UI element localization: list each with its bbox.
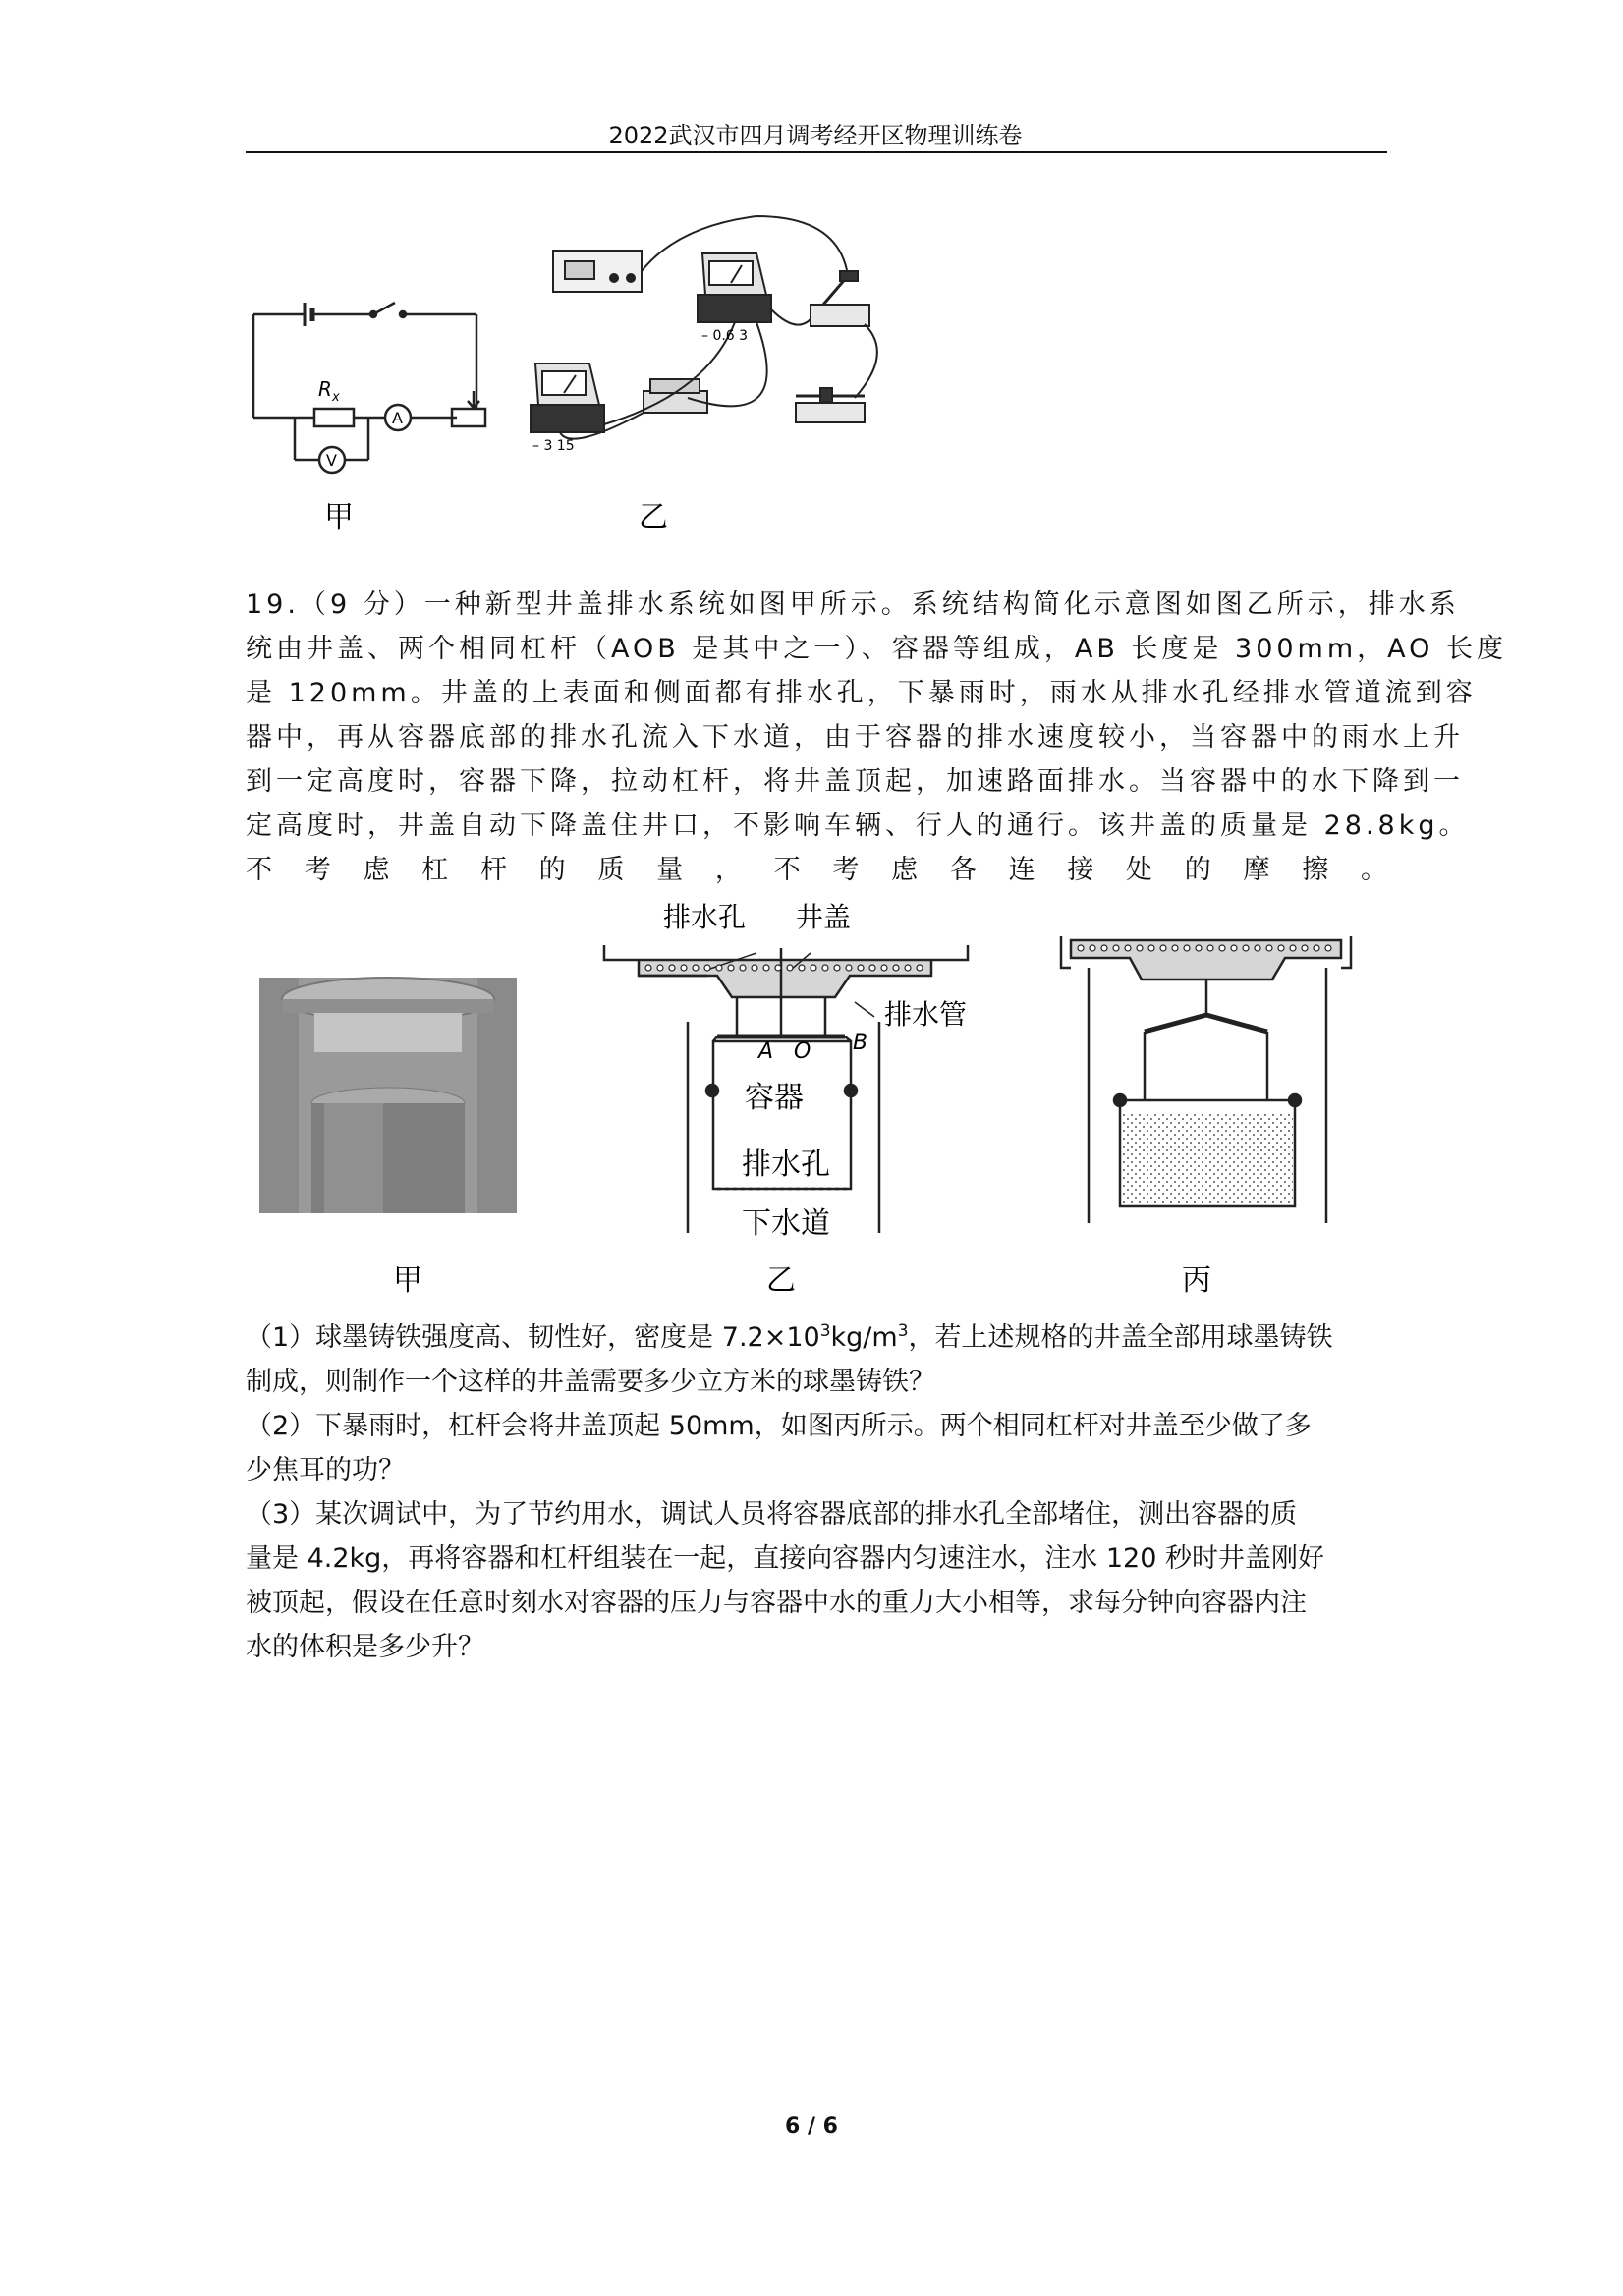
caption-jia-top: 甲 [324,500,354,534]
q3-line-1: （3）某次调试中，为了节约用水，调试人员将容器底部的排水孔全部堵住，测出容器的质 [246,1499,1298,1530]
label-pipe: 排水管 [884,998,968,1031]
q3-line-3: 被顶起，假设在任意时刻水对容器的压力与容器中水的重力大小相等，求每分钟向容器内注 [246,1588,1307,1618]
label-container: 容器 [745,1081,804,1115]
q2-line-1: （2）下暴雨时，杠杆会将井盖顶起 50mm，如图丙所示。两个相同杠杆对井盖至少做了多 [246,1411,1312,1441]
circuit-figure [246,196,933,540]
q19-line-3: 是 120mm。井盖的上表面和侧面都有排水孔，下暴雨时，雨水从排水孔经排水管道流到容 [246,678,1477,708]
resistor-label: R [318,377,332,401]
label-drain-hole-top: 排水孔 [663,901,747,933]
q19-line-1: 19.（9 分）一种新型井盖排水系统如图甲所示。系统结构简化示意图如图乙所示，排水系 [246,589,1460,620]
caption-yi-mid: 乙 [766,1263,796,1298]
circuit-diagram [253,303,485,473]
label-B: B [853,1031,868,1055]
caption-yi-top: 乙 [639,500,668,534]
ammeter-terminals: – 0.6 3 [701,328,749,344]
q19-line-7: 不考虑杠杆的质量，不考虑各连接处的摩擦。 [246,855,1387,885]
ammeter-symbol: A [392,409,403,427]
label-O: O [794,1039,812,1064]
resistor-sub-label: x [332,390,340,405]
subquestions [246,1310,1387,1669]
voltmeter-symbol: V [326,451,337,470]
q19-line-6: 定高度时，井盖自动下降盖住井口，不影响车辆、行人的通行。该井盖的质量是 28.8kg。 [246,811,1470,841]
caption-jia-mid: 甲 [393,1263,422,1298]
page-header-title: 2022武汉市四月调考经开区物理训练卷 [608,122,1023,149]
label-sewer: 下水道 [742,1206,830,1241]
q19-line-5: 到一定高度时，容器下降，拉动杠杆，将井盖顶起，加速路面排水。当容器中的水下降到一 [246,766,1464,797]
q19-line-2: 统由井盖、两个相同杠杆（AOB 是其中之一）、容器等组成，AB 长度是 300mm，AO 长度 [246,634,1507,664]
q1-line-2: 制成，则制作一个这样的井盖需要多少立方米的球墨铸铁？ [246,1367,935,1397]
header-rule [246,151,1387,153]
page-number: 6 / 6 [785,2114,838,2139]
q19-line-4: 器中，再从容器底部的排水孔流入下水道，由于容器的排水速度较小，当容器中的雨水上升 [246,722,1464,753]
q2-line-2: 少焦耳的功？ [246,1455,405,1485]
label-A: A [758,1039,774,1064]
question-19 [246,583,1507,892]
label-drain-hole-bottom: 排水孔 [742,1148,830,1182]
q3-line-2: 量是 4.2kg，再将容器和杠杆组装在一起，直接向容器内匀速注水，注水 120 秒时井盖刚好 [246,1543,1324,1574]
water-fill [1122,1113,1293,1204]
q1-line-1: （1）球墨铸铁强度高、韧性好，密度是 $7.2\times 10^3kg/m^3$，若上述规格的井盖全部用球墨铸铁 [246,1321,1333,1353]
q3-line-4: 水的体积是多少升？ [246,1632,484,1662]
drainage-photo [259,978,517,1213]
caption-bing-mid: 丙 [1182,1263,1211,1298]
label-cover: 井盖 [796,901,852,933]
voltmeter-terminals: – 3 15 [532,438,575,454]
drainage-figure [246,889,1385,1302]
